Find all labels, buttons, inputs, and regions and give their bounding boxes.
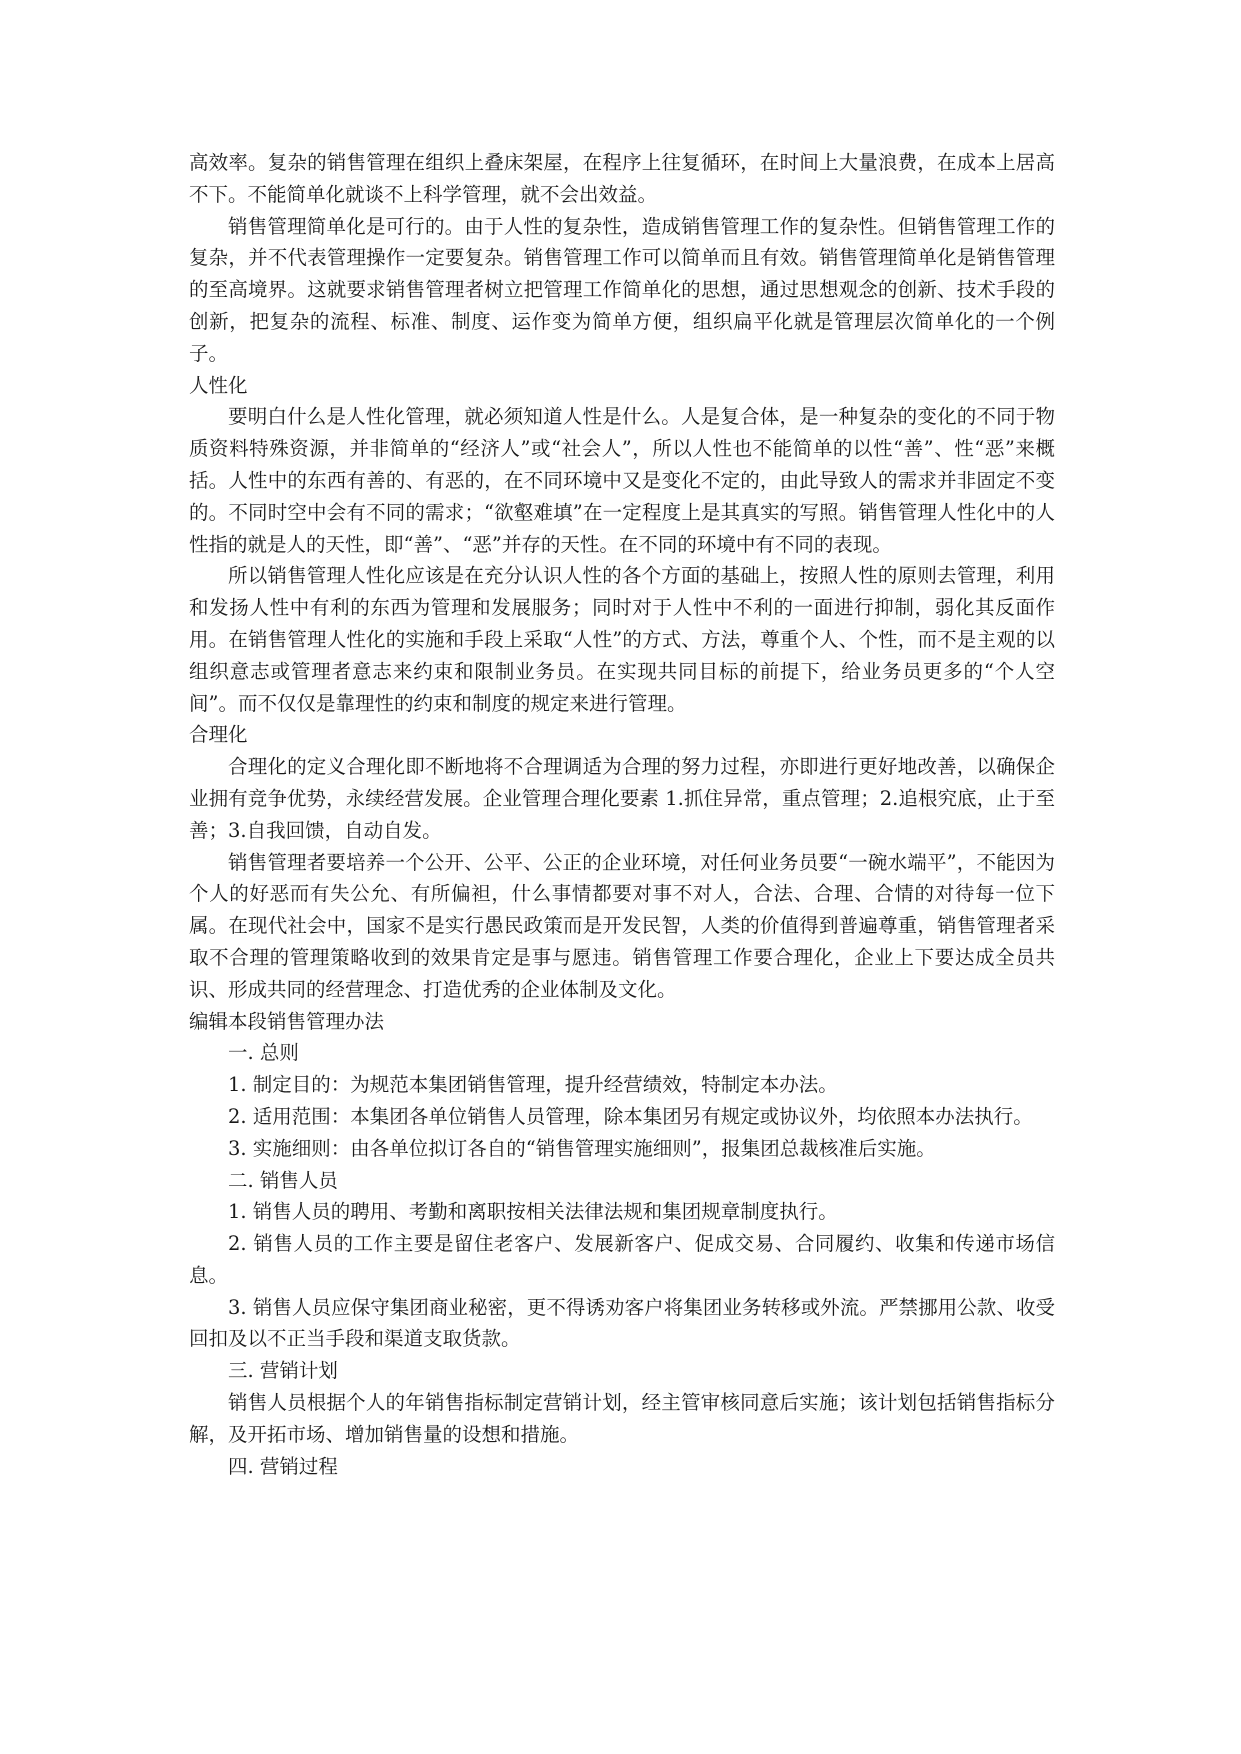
paragraph-6: 销售管理者要培养一个公开、公平、公正的企业环境，对任何业务员要“一碗水端平”，不能因为个人的好恶而有失公允、有所偏袒，什么事情都要对事不对人，合法、合理、合情的对待每一位下属。在现代社会中，国家不是实行愚民政策而是开发民智，人类的价值得到普遍尊重，销售管理者采取不合理的管理策略收到的效果肯定是事与愿违。销售管理工作要合理化，企业上下要达成全员共识、形成共同的经营理念、打造优秀的企业体制及文化。 xyxy=(189,850,1055,1001)
subheading-general-rules: 一. 总则 xyxy=(228,1041,299,1065)
paragraph-4: 所以销售管理人性化应该是在充分认识人性的各个方面的基础上，按照人性的原则去管理，利用和发扬人性中有利的东西为管理和发展服务；同时对于人性中不利的一面进行抑制，弱化其反面作用。在销售管理人性化的实施和手段上采取“人性”的方式、方法，尊重个人、个性，而不是主观的以组织意志或管理者意志来约束和限制业务员。在实现共同目标的前提下，给业务员更多的“个人空间”。而不仅仅是靠理性的约束和制度的规定来进行管理。 xyxy=(189,564,1055,715)
list-item-hiring: 1. 销售人员的聘用、考勤和离职按相关法律法规和集团规章制度执行。 xyxy=(228,1200,838,1224)
subheading-sales-staff: 二. 销售人员 xyxy=(228,1168,338,1192)
paragraph-1: 高效率。复杂的销售管理在组织上叠床架屋，在程序上往复循环，在时间上大量浪费，在成本上居高不下。不能简单化就谈不上科学管理，就不会出效益。 xyxy=(189,151,1055,206)
document-page xyxy=(189,147,1055,1482)
paragraph-2: 销售管理简单化是可行的。由于人性的复杂性，造成销售管理工作的复杂性。但销售管理工作的复杂，并不代表管理操作一定要复杂。销售管理工作可以简单而且有效。销售管理简单化是销售管理的至高境界。这就要求销售管理者树立把管理工作简单化的思想，通过思想观念的创新、技术手段的创新，把复杂的流程、标准、制度、运作变为简单方便，组织扁平化就是管理层次简单化的一个例子。 xyxy=(189,214,1055,365)
list-item-scope: 2. 适用范围：本集团各单位销售人员管理，除本集团另有规定或协议外，均依照本办法执行。 xyxy=(228,1104,1033,1128)
paragraph-3: 要明白什么是人性化管理，就必须知道人性是什么。人是复合体，是一种复杂的变化的不同于物质资料特殊资源，并非简单的“经济人”或“社会人”，所以人性也不能简单的以性“善”、性“恶”来概括。人性中的东西有善的、有恶的，在不同环境中又是变化不定的，由此导致人的需求并非固定不变的。不同时空中会有不同的需求；“欲壑难填”在一定程度上是其真实的写照。销售管理人性化中的人性指的就是人的天性，即“善”、“恶”并存的天性。在不同的环境中有不同的表现。 xyxy=(189,405,1055,556)
paragraph-marketing-plan: 销售人员根据个人的年销售指标制定营销计划，经主管审核同意后实施；该计划包括销售指标分解，及开拓市场、增加销售量的设想和措施。 xyxy=(189,1391,1055,1446)
section-heading-rationalization: 合理化 xyxy=(189,723,248,747)
subheading-marketing-plan: 三. 营销计划 xyxy=(228,1359,338,1383)
paragraph-5: 合理化的定义合理化即不断地将不合理调适为合理的努力过程，亦即进行更好地改善，以确保企业拥有竞争优势，永续经营发展。企业管理合理化要素 1.抓住异常，重点管理；2.追根究底，止于至善；3.自我回馈，自动自发。 xyxy=(189,755,1055,842)
list-item-duties: 2. 销售人员的工作主要是留住老客户、发展新客户、促成交易、合同履约、收集和传递市场信息。 xyxy=(189,1232,1055,1287)
list-item-implementation: 3. 实施细则：由各单位拟订各自的“销售管理实施细则”，报集团总裁核准后实施。 xyxy=(228,1136,936,1160)
subheading-marketing-process: 四. 营销过程 xyxy=(228,1454,338,1478)
section-heading-humanization: 人性化 xyxy=(189,373,248,397)
list-item-purpose: 1. 制定目的：为规范本集团销售管理，提升经营绩效，特制定本办法。 xyxy=(228,1073,838,1097)
section-heading-sales-management-methods: 编辑本段销售管理办法 xyxy=(189,1009,385,1033)
list-item-confidentiality: 3. 销售人员应保守集团商业秘密，更不得诱劝客户将集团业务转移或外流。严禁挪用公款、收受回扣及以不正当手段和渠道支取货款。 xyxy=(189,1295,1055,1351)
